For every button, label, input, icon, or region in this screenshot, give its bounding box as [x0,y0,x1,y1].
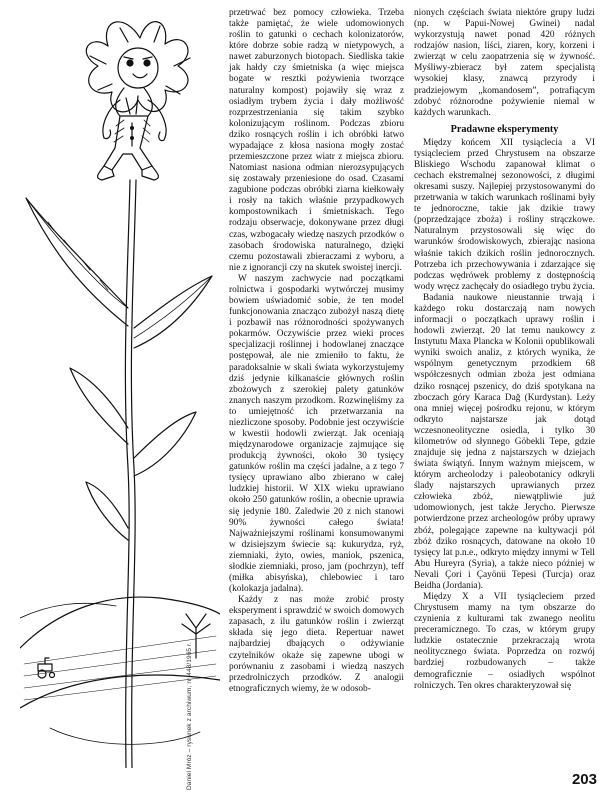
section-heading: Pradawne eksperymenty [450,123,559,135]
paragraph: Badania naukowe nieustannie trwają i każdego roku dostarczają nam nowych informacji o początkach uprawy roślin i hodowli zwierząt. 20 lat temu naukowcy z Instytutu Maxa Plancka w Kolonii opublikowali wyniki swoich analiz, z których wynika, że wspólnym genetycznym przodkiem 68 współczesnych odmian zboża jest odmiana dziko rosnącej pszenicy, do dziś spotykana na zboczach góry Karaca Dağ (Kurdystan). Leży ona mniej więcej pośrodku rejonu, w którym odkryto najstarsze jak dotąd wczesnoneolityczne osiedla, i tylko 30 kilometrów od słynnego Göbekli Tepe, gdzie znajduje się jedna z najstarszych w dziejach świata świątyń. Innym ważnym miejscem, w którym archeolodzy i paleobotanicy odkryli ślady najstarszych uprawianych przez człowieka zbóż, niewątpliwie już udomowionych, jest także Jerycho. Pierwsze potwierdzone przez archeologów próby uprawy zbóż, polegające zapewne na kultywacji pól zbóż dziko rosnących, datowane na około 10 tysięcy lat p.n.e., odkryto między innymi w Tell Abu Hureyra (Syria), a także nieco później w Nevali Çori i Çayönü Tepesi (Turcja) oraz Beidha (Jordania). [414,292,595,591]
paragraph: nionych częściach świata niektóre grupy ludzi (np. w Papui-Nowej Gwinei) nadal wykorzystują nawet ponad 420 różnych rodzajów nasion, liści, ziaren, kory, korzeni i zwierząt w celu zaopatrzenia się w żywność. Myśliwy-zbieracz był zatem specjalistą wysokiej klasy, znawcą przyrody i pradziejowym „komandosem”, potrafiącym zdobyć różnorodne pożywienie niemal w każdych warunkach. [414,8,595,118]
text-column-left [229,8,404,695]
paragraph: przetrwać bez pomocy człowieka. Trzeba także pamiętać, że wiele udomowionych roślin to gatunki o cechach kolonizatorów, które dobrze sobie radzą w nietypowych, a nawet zaburzonych biotopach. Siedliska takie jak hałdy czy śmietniska (a więc miejsca bogate w resztki pożywienia tworzące naturalny kompost) pojawiły się wraz z osiadłym trybem życia i dały możliwość rozprzestrzeniania się takim szybko kolonizującym roślinom. Podczas zbioru dziko rosnących roślin i ich obróbki łatwo wypadające z kłosa nasiona mogły zostać przemieszczone przez wiatr z miejsca zbioru. Natomiast nasiona odmian nierozsypujących się zostawały przeniesione do osad. Czasami zagubione podczas obróbki ziarna kiełkowały i rosły na takich właśnie przypadkowych kompostownikach i śmietniskach. Tego rodzaju obserwacje, dokonywane przez długi czas, wzbogacały wiedzę naszych przodków o zasobach środowiska naturalnego, dzięki czemu pozostawali zbieraczami z wyboru, a nie z ignorancji czy na skutek swoistej inercji. [229,8,404,273]
flower-stalk [125,180,136,768]
paragraph: Każdy z nas może zrobić prosty eksperyment i sprawdzić w swoich domowych zapasach, z ilu gatunków roślin i zwierząt składa się jego dieta. Repertuar nawet najbardziej dbających o odżywianie czytelników okaże się zapewne ubogi w porównaniu z zasobami i wiedzą naszych przedrolniczych przodków. Z analogii etnograficznych wiemy, że w odosob- [229,595,404,694]
paragraph: W naszym zachwycie nad początkami rolnictwa i gospodarki wytwórczej musimy bowiem uświadomić sobie, że ten model funkcjonowania znacząco zubożył naszą dietę i pozbawił nas różnorodności spożywanych pokarmów. Oczywiście przez wieki proces specjalizacji roślinnej i hodowlanej znaczące postępował, ale nie zmieniło to faktu, że paradoksalnie w skali świata wykorzystujemy dziś jedynie kilkanaście głównych roślin zbożowych z szerokiej palety gatunków znanych naszym przodkom. Rozwinęliśmy za to umiejętność ich przetwarzania na niezliczone sposoby. Podobnie jest oczywiście w kwestii hodowli zwierząt. Jak oceniają międzynarodowe organizacje zajmujące się produkcją żywności, około 30 tysięcy gatunków roślin ma części jadalne, a z tego 7 tysięcy uprawiano albo zbierano w całej ludzkiej historii. W XIX wieku uprawiano około 250 gatunków roślin, a obecnie uprawia się jedynie 180. Zaledwie 20 z nich stanowi 90% żywności całego świata! Najważniejszymi roślinami konsumowanymi w dzisiejszym świecie są: kukurydza, ryż, ziemniaki, żyto, owies, maniok, pszenica, słodkie ziemniaki, proso, jam (pochrzyn), teff (miłka abisyńska), chlebowiec i taro (kolokazja jadalna). [229,273,404,595]
illustration-caption: Daniel Mróz – rysunek z archiwum, nr 448/1965 r. [186,642,193,790]
page-number: 203 [571,771,597,788]
text-column-right [414,8,595,692]
paragraph: Między X a VII tysiącleciem przed Chrystusem mamy na tym obszarze do czynienia z kulturami tak zwanego neolitu preceramicznego. To czas, w którym grupy ludzkie ostatecznie przekraczają wrota neolitycznego świata. Poprzedza on rozwój bardziej rozbudowanych – także demograficznie – osiadłych wspólnot rolniczych. Ten okres charakteryzował się [414,591,595,691]
stalk-leaves [26,198,212,540]
figure-body [98,88,166,180]
paragraph: Między końcem XII tysiąclecia a VI tysiącleciem przed Chrystusem na obszarze Bliskiego Wschodu zapanował klimat o cechach ekstremalnej sezonowości, z długimi okresami suszy. Najlepiej przystosowanymi do przetrwania w takich warunkach roślinami były te jednoroczne, takie jak dzikie trawy (poprzedzające zboża) i rośliny strączkowe. Naturalnym przystosowali się więc do warunków środowiskowych, zbierając nasiona właśnie takich dzikich roślin jednorocznych. Potrzeba ich przechowywania i zdarzające się podczas wędrówek problemy z dostępnością wody wręcz zachęcały do osiadłego trybu życia. [414,137,595,292]
